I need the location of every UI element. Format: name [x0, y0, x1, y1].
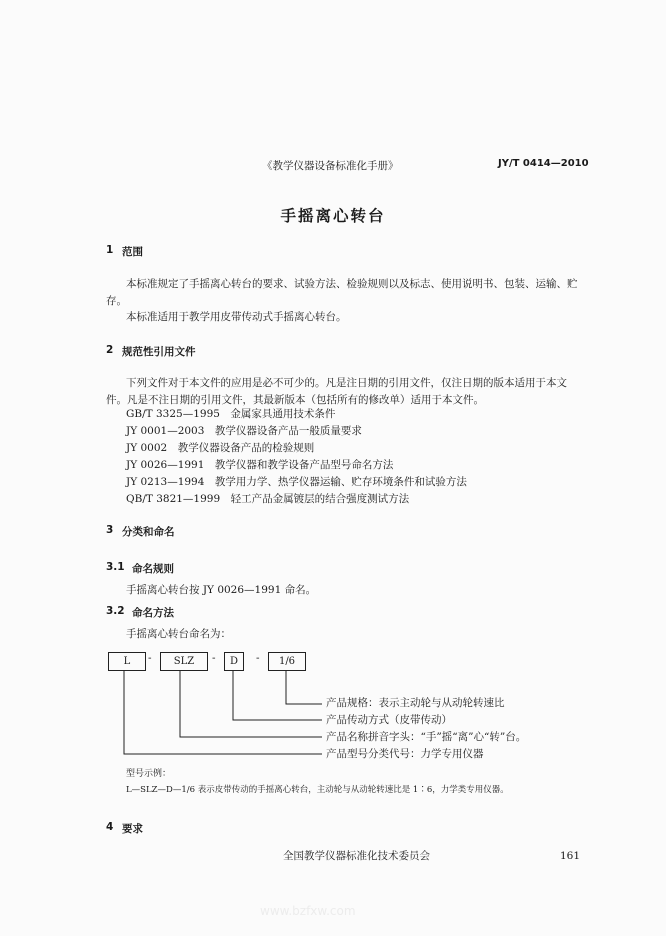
model-box-spec: 1/6 [268, 652, 306, 671]
reference-item: JY 0001—2003 教学仪器设备产品一般质量要求 [126, 425, 362, 437]
page-number: 161 [560, 850, 581, 862]
model-box-name-code: SLZ [160, 652, 208, 671]
connector-category [124, 670, 322, 754]
reference-item: JY 0213—1994 教学用力学、热学仪器运输、贮存环境条件和试验方法 [126, 476, 467, 488]
example-text: L—SLZ—D—1/6 表示皮带传动的手摇离心转台，主动轮与从动轮转速比是 1∶6，力学类专用仪器。 [126, 785, 509, 795]
example-title: 型号示例： [126, 769, 172, 779]
reference-item: JY 0026—1991 教学仪器和教学设备产品型号命名方法 [126, 459, 394, 471]
connector-drive [233, 670, 322, 720]
model-box-category: L [108, 652, 146, 671]
watermark-text: www.bzfxw.com [260, 904, 356, 918]
reference-item: JY 0002 教学仪器设备产品的检验规则 [126, 442, 315, 454]
section-1-title: 范围 [122, 246, 143, 258]
section-1-paragraph-1: 本标准规定了手摇离心转台的要求、试验方法、检验规则以及标志、使用说明书、包装、运输、贮存。 [106, 278, 578, 307]
model-dash: - [256, 652, 260, 664]
standard-code: JY/T 0414—2010 [498, 158, 589, 169]
section-4-number: 4 [106, 821, 114, 833]
model-dash: - [148, 652, 152, 664]
section-2-title: 规范性引用文件 [122, 346, 196, 358]
section-3-1-title: 命名规则 [132, 563, 174, 575]
section-3-2-text: 手摇离心转台命名为： [126, 628, 231, 640]
section-2-paragraph-1: 下列文件对于本文件的应用是必不可少的。凡是注日期的引用文件，仅注日期的版本适用于本文件。凡是不注日期的引用文件，其最新版本（包括所有的修改单）适用于本文件。 [106, 377, 567, 406]
reference-item: QB/T 3821—1999 轻工产品金属镀层的结合强度测试方法 [126, 493, 410, 505]
section-2-number: 2 [106, 344, 114, 356]
section-1-number: 1 [106, 244, 114, 256]
model-label-drive: 产品传动方式（皮带传动） [326, 714, 452, 726]
section-3-2-title: 命名方法 [132, 607, 174, 619]
connector-spec [286, 670, 322, 704]
section-4-title: 要求 [122, 823, 143, 835]
section-3-1-number: 3.1 [106, 561, 125, 573]
book-title: 《教学仪器设备标准化手册》 [262, 160, 399, 172]
document-title: 手摇离心转台 [280, 207, 386, 225]
section-3-2-number: 3.2 [106, 605, 125, 617]
section-3-1-text: 手摇离心转台按 JY 0026—1991 命名。 [126, 584, 317, 596]
model-label-name-code: 产品名称拼音字头：“手”摇“离”心“转”台。 [326, 731, 527, 743]
model-label-spec: 产品规格：表示主动轮与从动轮转速比 [326, 697, 505, 709]
model-box-drive: D [224, 652, 244, 671]
section-3-title: 分类和命名 [122, 526, 175, 538]
section-3-number: 3 [106, 524, 114, 536]
footer-committee: 全国教学仪器标准化技术委员会 [283, 850, 430, 862]
model-dash: - [212, 652, 216, 664]
model-label-category: 产品型号分类代号：力学专用仪器 [326, 748, 484, 760]
reference-item: GB/T 3325—1995 金属家具通用技术条件 [126, 408, 336, 420]
section-1-paragraph-2: 本标准适用于教学用皮带传动式手摇离心转台。 [126, 311, 347, 323]
